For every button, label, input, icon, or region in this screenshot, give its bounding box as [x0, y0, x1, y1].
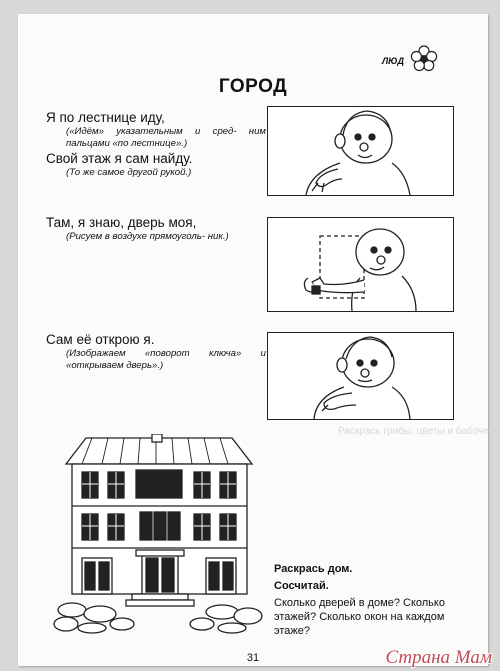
task-count: Сосчитай. — [274, 580, 329, 592]
task-color-house: Раскрась дом. — [274, 563, 353, 575]
house-drawing — [52, 434, 267, 634]
verse-line: Я по лестнице иду, — [46, 110, 165, 125]
verse-3 — [46, 331, 266, 372]
page-number: 31 — [246, 652, 260, 664]
verse-line: Там, я знаю, дверь моя, — [46, 215, 197, 230]
illustration-box-1 — [267, 106, 454, 196]
boy-stairs-illustration — [268, 107, 453, 195]
workbook-page — [18, 14, 496, 666]
verse-2 — [46, 214, 266, 243]
page-title: ГОРОД — [218, 76, 288, 97]
bleed-through-text: Раскрась грибы, цветы и бабочек. — [338, 426, 496, 437]
boy-rectangle-illustration — [268, 218, 453, 311]
boy-key-illustration — [268, 333, 453, 419]
verse-1 — [46, 109, 266, 179]
house-illustration — [52, 434, 267, 634]
watermark: Страна Мам — [385, 647, 492, 668]
verse-line: Свой этаж я сам найду. — [46, 151, 193, 166]
instruction-note: («Идём» указательным и сред- ним пальцами «по лестнице».) — [66, 126, 266, 149]
illustration-box-3 — [267, 332, 454, 420]
logo-text: ЛЮД — [382, 56, 405, 66]
verse-line: Сам её открою я. — [46, 332, 155, 347]
illustration-box-2 — [267, 217, 454, 312]
instruction-note: (То же самое другой рукой.) — [66, 167, 192, 178]
instruction-note: (Изображаем «поворот ключа» и «открываем дверь».) — [66, 348, 266, 371]
coloring-task — [274, 562, 454, 638]
instruction-note: (Рисуем в воздухе прямоуголь- ник.) — [66, 231, 229, 242]
task-question: Сколько дверей в доме? Сколько этажей? Сколько окон на каждом этаже? — [274, 597, 445, 637]
logo — [382, 42, 442, 76]
